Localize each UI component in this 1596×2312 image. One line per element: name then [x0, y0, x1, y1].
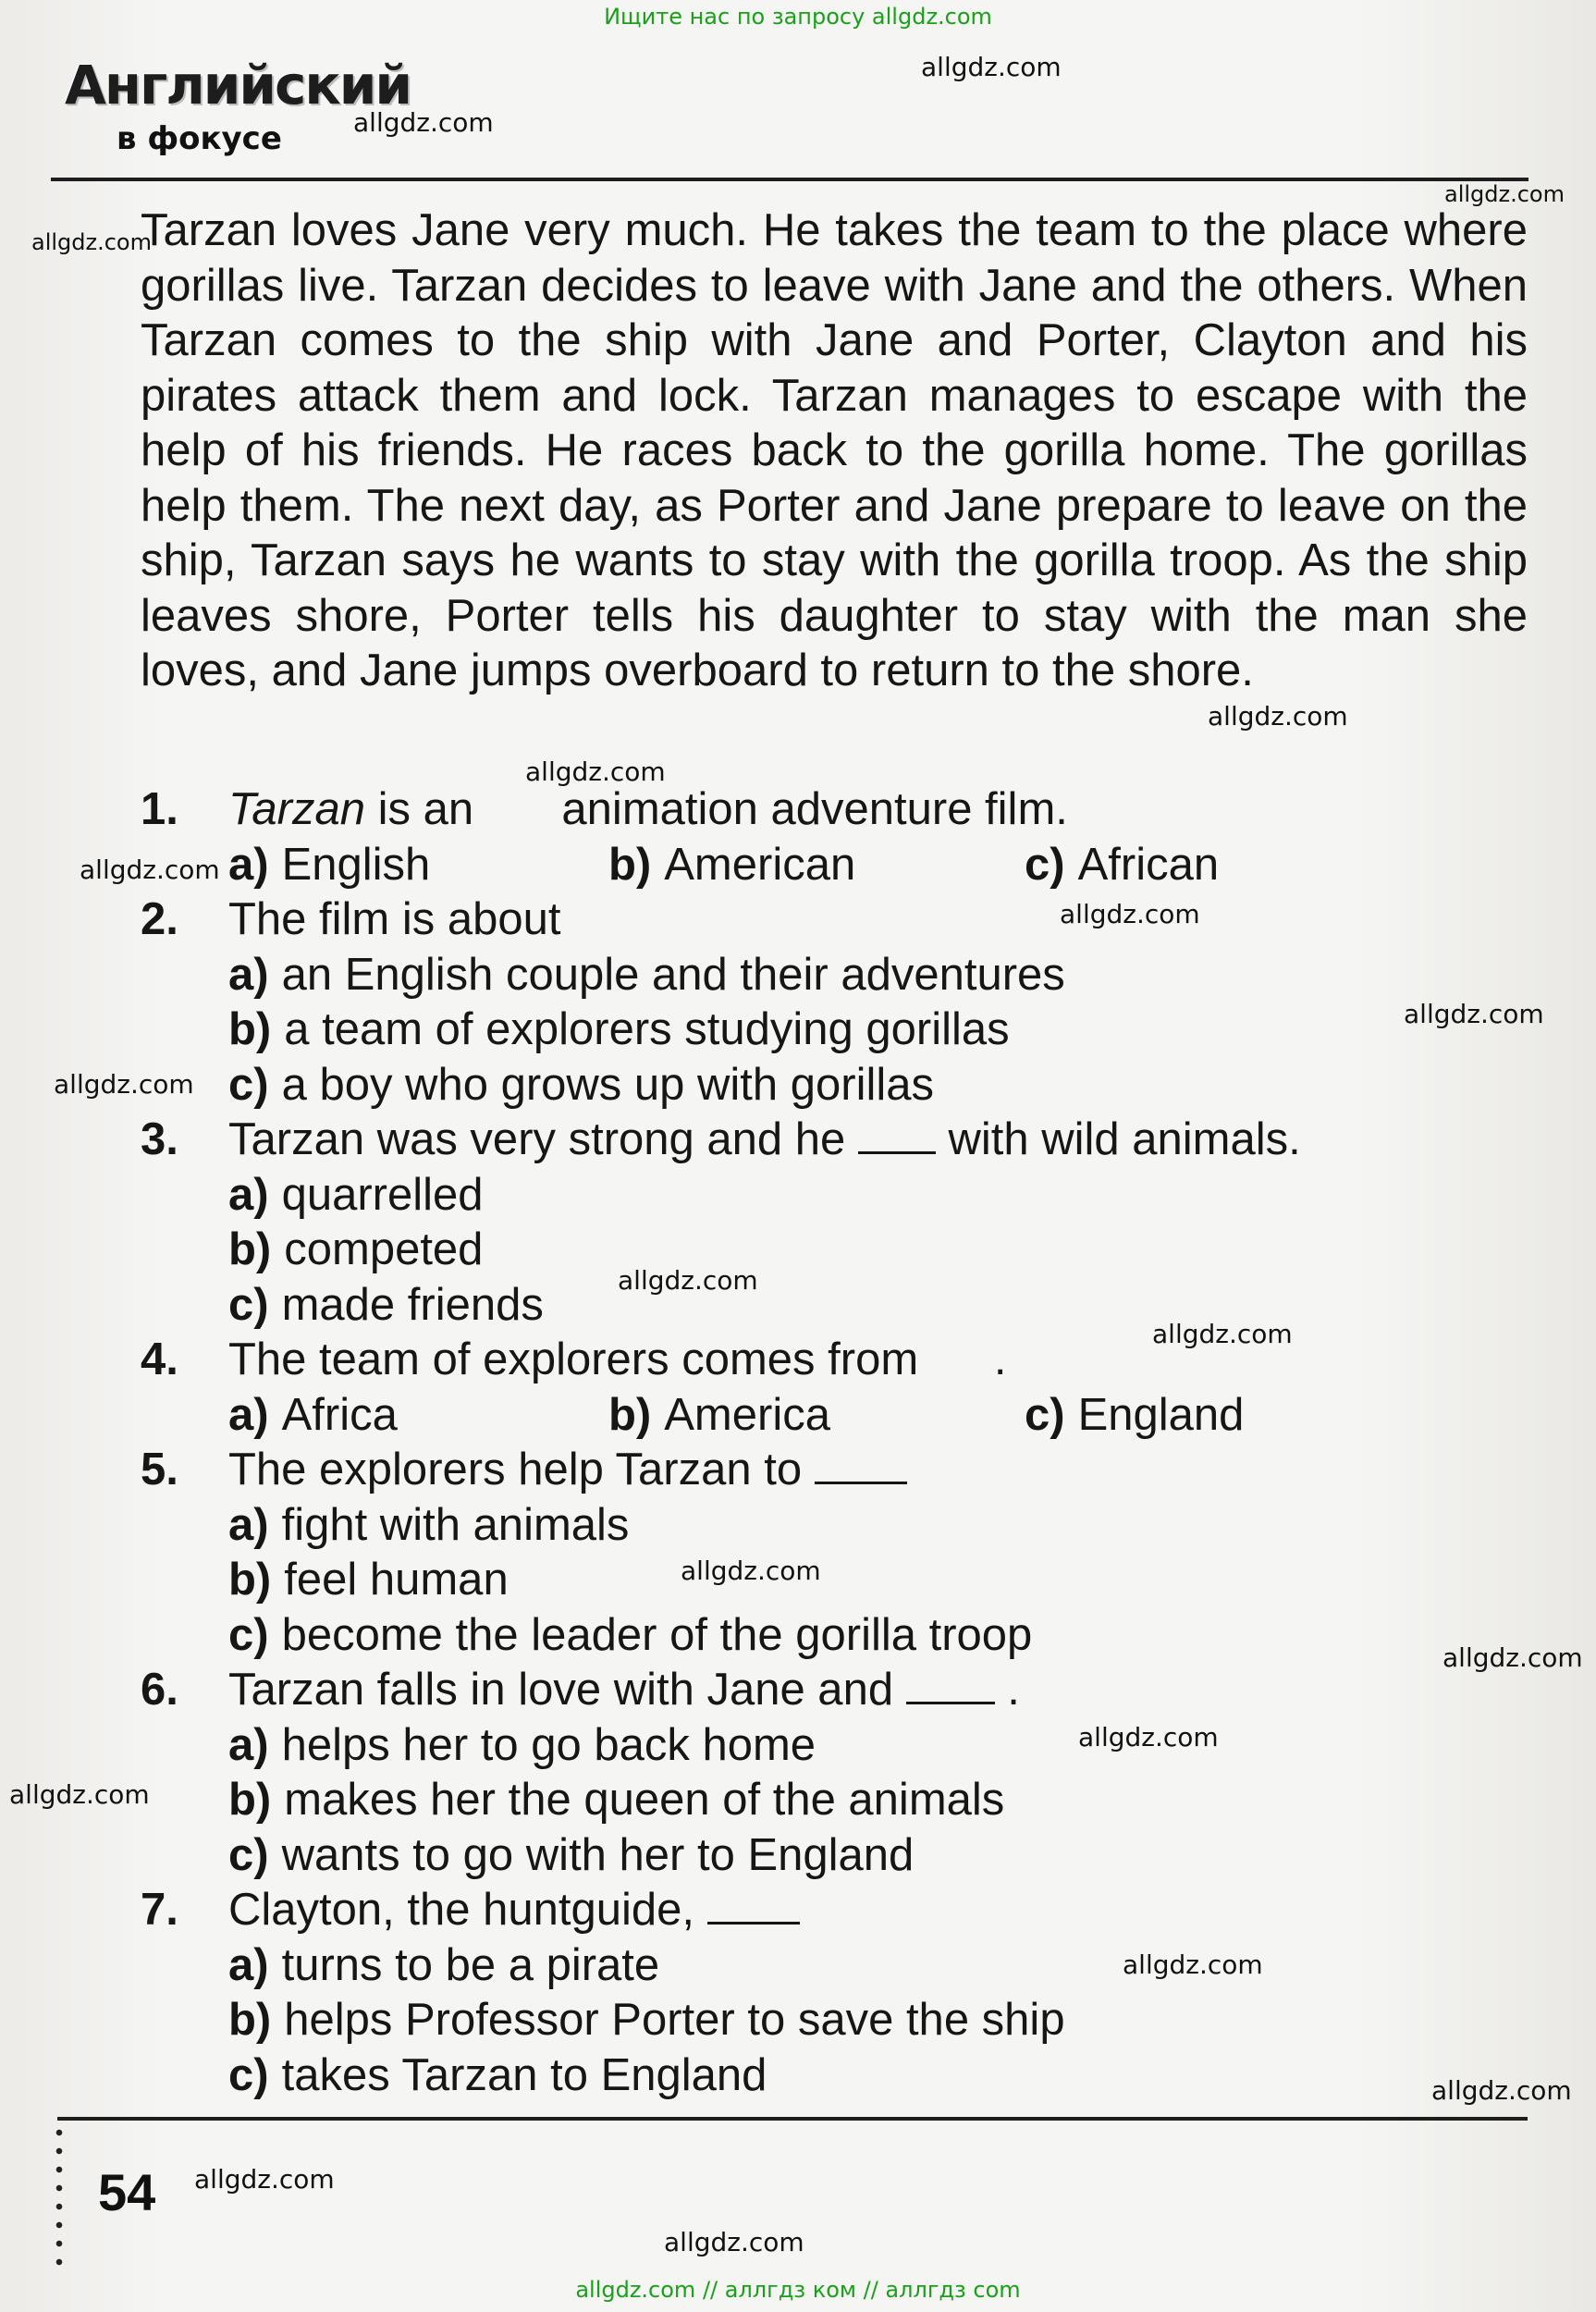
option-6b[interactable] — [228, 1773, 1004, 1828]
logo-title: Английский — [65, 54, 411, 117]
option-1c[interactable] — [1025, 838, 1219, 893]
option-1b[interactable] — [608, 838, 855, 893]
question-2 — [141, 892, 561, 948]
watermark: allgdz.com — [353, 107, 494, 138]
option-text: English — [281, 840, 431, 890]
option-text: makes her the queen of the animals — [284, 1775, 1005, 1825]
option-text: Africa — [281, 1390, 398, 1440]
option-text: America — [664, 1390, 830, 1440]
question-number: 3. — [141, 1114, 178, 1164]
option-text: helps her to go back home — [281, 1720, 816, 1770]
option-letter: b) — [228, 1555, 272, 1605]
option-5b[interactable] — [228, 1553, 509, 1608]
option-text: a team of explorers studying gorillas — [284, 1004, 1010, 1054]
option-text: takes Tarzan to England — [281, 2050, 767, 2100]
question-number: 2. — [141, 894, 178, 944]
option-letter: c) — [228, 1610, 269, 1660]
option-4b[interactable] — [608, 1388, 830, 1444]
watermark: allgdz.com — [618, 1265, 758, 1296]
question-text: Tarzan was very strong and he — [228, 1114, 858, 1164]
option-3c[interactable] — [228, 1278, 544, 1334]
watermark: allgdz.com — [1444, 181, 1565, 207]
option-text: American — [664, 840, 856, 890]
watermark: allgdz.com — [1123, 1949, 1263, 1980]
question-6 — [141, 1663, 1020, 1718]
page-number: 54 — [98, 2163, 156, 2221]
watermark: allgdz.com — [1208, 701, 1348, 732]
option-6a[interactable] — [228, 1718, 816, 1774]
option-letter: c) — [228, 1280, 269, 1330]
option-letter: c) — [228, 2050, 269, 2100]
option-3b[interactable] — [228, 1223, 483, 1278]
logo-subtitle: в фокусе — [117, 120, 282, 157]
option-letter: b) — [608, 840, 652, 890]
option-letter: c) — [1025, 840, 1065, 890]
question-text: The explorers help Tarzan to — [228, 1445, 815, 1494]
option-text: helps Professor Porter to save the ship — [284, 1995, 1065, 2045]
option-letter: a) — [228, 1390, 269, 1440]
top-banner[interactable]: Ищите нас по запросу allgdz.com — [604, 4, 992, 30]
option-5c[interactable] — [228, 1608, 1032, 1664]
question-text: The film is about — [228, 894, 561, 944]
footer-links[interactable]: allgdz.com // аллгдз ком // аллгдз com — [575, 2277, 1021, 2303]
option-letter: a) — [228, 1500, 269, 1550]
option-4c[interactable] — [1025, 1388, 1244, 1444]
footer-rule — [57, 2117, 1528, 2121]
option-7a[interactable] — [228, 1938, 659, 1994]
watermark: allgdz.com — [1078, 1722, 1219, 1752]
option-letter: b) — [608, 1390, 652, 1440]
watermark: allgdz.com — [31, 229, 152, 255]
book-logo — [65, 54, 411, 157]
option-letter: a) — [228, 840, 269, 890]
option-text: quarrelled — [281, 1170, 484, 1220]
option-text: competed — [284, 1224, 484, 1274]
option-7b[interactable] — [228, 1993, 1065, 2048]
question-5 — [141, 1443, 907, 1498]
option-text: African — [1077, 840, 1220, 890]
option-letter: c) — [228, 1830, 269, 1880]
option-letter: a) — [228, 1170, 269, 1220]
option-2c[interactable] — [228, 1058, 934, 1113]
option-text: an English couple and their adventures — [281, 950, 1065, 1000]
question-number: 1. — [141, 784, 178, 834]
watermark: allgdz.com — [1152, 1319, 1293, 1349]
option-text: made friends — [281, 1280, 544, 1330]
watermark: allgdz.com — [681, 1556, 821, 1586]
question-text: The team of explorers comes from . — [228, 1334, 1007, 1384]
option-6c[interactable] — [228, 1828, 914, 1884]
question-text: is an animation adventure film. — [365, 784, 1068, 834]
option-text: turns to be a pirate — [281, 1940, 660, 1990]
option-letter: a) — [228, 950, 269, 1000]
watermark: allgdz.com — [664, 2227, 804, 2257]
question-text: Clayton, the huntguide, — [228, 1885, 707, 1935]
question-7 — [141, 1883, 800, 1938]
option-letter: b) — [228, 1224, 272, 1274]
option-text: fight with animals — [281, 1500, 630, 1550]
option-4a[interactable] — [228, 1388, 398, 1444]
question-3 — [141, 1113, 1301, 1168]
option-letter: b) — [228, 1775, 272, 1825]
option-5a[interactable] — [228, 1498, 629, 1554]
watermark: allgdz.com — [1060, 899, 1200, 929]
option-3a[interactable] — [228, 1168, 484, 1224]
dotted-margin-line — [55, 2123, 63, 2271]
question-1 — [141, 782, 1068, 838]
question-4 — [141, 1333, 1006, 1388]
answer-blank[interactable] — [815, 1443, 907, 1484]
option-7c[interactable] — [228, 2048, 767, 2104]
watermark: allgdz.com — [194, 2164, 335, 2195]
question-text-end: . — [994, 1665, 1020, 1715]
watermark: allgdz.com — [1443, 1642, 1583, 1673]
story-paragraph: Tarzan loves Jane very much. He takes the team to the place where gorillas live. Tarzan decides to leave with Jane and the others. When Tarzan comes to the ship with Jane and Porter, Clayton and his pirates attack them and lock. Tarzan manages to escape with the help of his friends. He races back to the gorilla home. The gorillas help them. The next day, as Porter and Jane prepare to leave on the ship, Tarzan says he wants to stay with the gorilla troop. As the ship leaves shore, Porter tells his daughter to stay with the man she loves, and Jane jumps overboard to return to the shore. — [141, 205, 1528, 695]
option-letter: c) — [1025, 1390, 1065, 1440]
watermark: allgdz.com — [9, 1779, 150, 1810]
option-text: become the leader of the gorilla troop — [281, 1610, 1033, 1660]
option-letter: c) — [228, 1060, 269, 1110]
watermark: allgdz.com — [54, 1069, 194, 1100]
option-text: feel human — [284, 1555, 509, 1605]
question-number: 7. — [141, 1885, 178, 1935]
option-letter: a) — [228, 1940, 269, 1990]
watermark: allgdz.com — [1404, 999, 1544, 1029]
answer-blank[interactable] — [858, 1113, 936, 1154]
answer-blank[interactable] — [906, 1663, 995, 1704]
header-rule — [51, 178, 1528, 181]
option-2a[interactable] — [228, 948, 1065, 1003]
watermark: allgdz.com — [1431, 2075, 1572, 2106]
question-italic: Tarzan — [228, 784, 366, 834]
option-text: a boy who grows up with gorillas — [281, 1060, 934, 1110]
option-text: wants to go with her to England — [281, 1830, 915, 1880]
question-number: 5. — [141, 1445, 178, 1494]
option-text: England — [1077, 1390, 1245, 1440]
answer-blank[interactable] — [707, 1883, 800, 1925]
option-letter: b) — [228, 1995, 272, 2045]
question-text-end: with wild animals. — [935, 1114, 1301, 1164]
question-number: 6. — [141, 1665, 178, 1715]
watermark: allgdz.com — [921, 52, 1062, 82]
watermark: allgdz.com — [525, 756, 666, 787]
option-2b[interactable] — [228, 1002, 1010, 1058]
watermark: allgdz.com — [80, 855, 220, 885]
option-letter: b) — [228, 1004, 272, 1054]
option-letter: a) — [228, 1720, 269, 1770]
option-1a[interactable] — [228, 838, 430, 893]
question-text: Tarzan falls in love with Jane and — [228, 1665, 906, 1715]
question-number: 4. — [141, 1334, 178, 1384]
